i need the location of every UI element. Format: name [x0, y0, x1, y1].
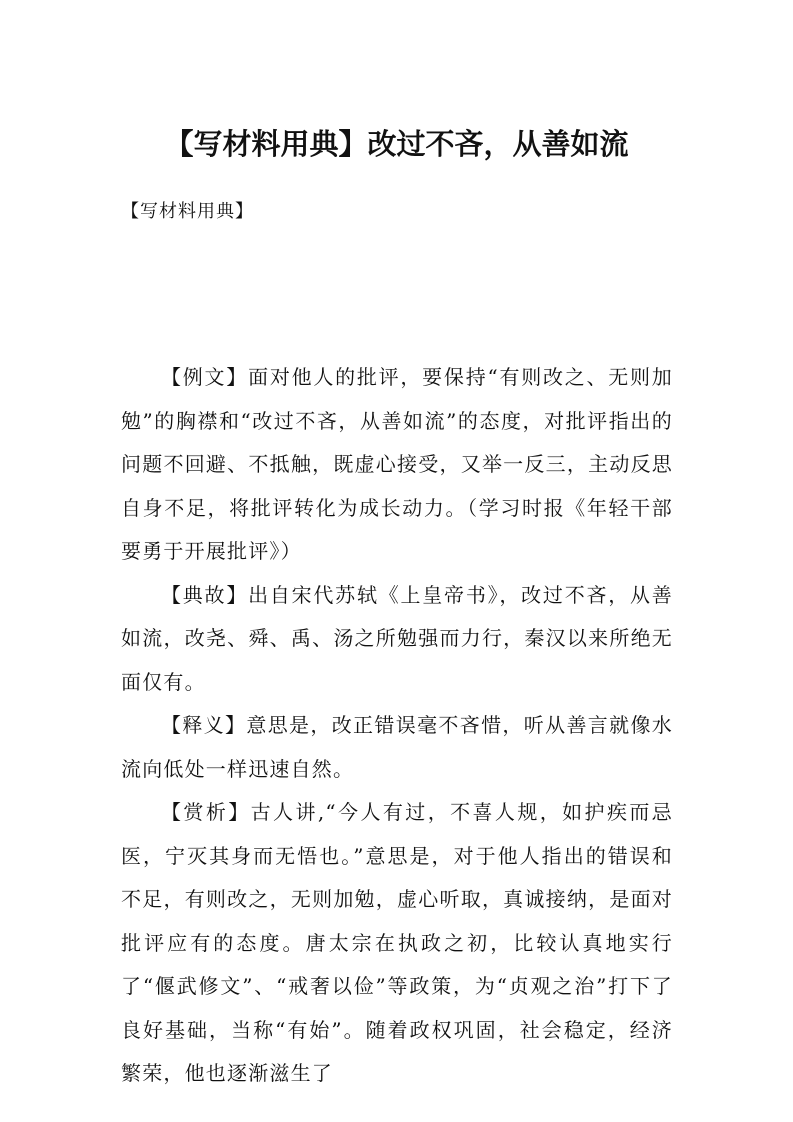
paragraph-appreciation [121, 791, 673, 1096]
paragraph-label: 【释义】 [161, 713, 247, 737]
paragraph-meaning [121, 704, 673, 791]
paragraph-text: 古人讲,“今人有过，不喜人规，如护疾而忌医，宁灭其身而无悟也。”意思是，对于他人指出的错误和不足，有则改之，无则加勉，虚心听取，真诚接纳，是面对批评应有的态度。唐太宗在执政之初，比较认真地实行了“偃武修文”、“戒奢以俭”等政策，为“贞观之治”打下了良好基础，当称“有始”。随着政权巩固，社会稳定，经济繁荣，他也逐渐滋生了 [121, 800, 673, 1085]
paragraph-label: 【例文】 [161, 365, 249, 389]
category-tag: 【写材料用典】 [121, 201, 254, 222]
paragraph-example [121, 356, 673, 574]
document-title: 【写材料用典】改过不吝，从善如流 [164, 127, 629, 161]
paragraph-text: 面对他人的批评，要保持“有则改之、无则加勉”的胸襟和“改过不吝，从善如流”的态度，对批评指出的问题不回避、不抵触，既虚心接受，又举一反三，主动反思自身不足，将批评转化为成长动力。（学习时报《年轻干部要勇于开展批评》） [121, 365, 673, 563]
paragraph-label: 【典故】 [161, 582, 249, 607]
paragraph-label: 【赏析】 [161, 800, 251, 824]
paragraph-allusion [121, 574, 673, 705]
paragraph-text: 意思是，改正错误毫不吝惜，听从善言就像水流向低处一样迅速自然。 [121, 713, 673, 781]
document-body [121, 356, 673, 1096]
paragraph-text: 出自宋代苏轼《上皇帝书》，改过不吝，从善如流，改尧、舜、禹、汤之所勉强而力行，秦汉以来所绝无面仅有。 [121, 582, 673, 694]
